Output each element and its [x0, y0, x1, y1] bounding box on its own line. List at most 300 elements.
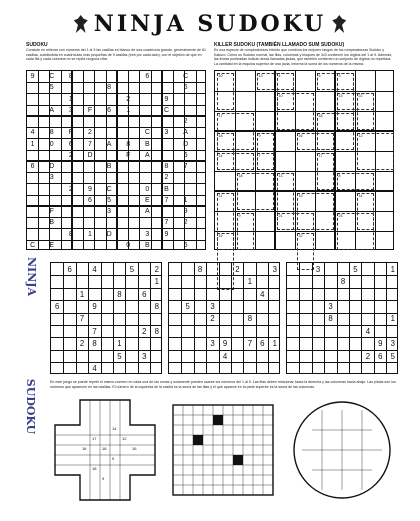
grid-cell[interactable]: 8 [340, 277, 346, 287]
grid-cell[interactable]: 5 [390, 351, 395, 361]
grid-cell[interactable] [299, 363, 311, 375]
grid-cell[interactable] [324, 288, 336, 300]
grid-cell[interactable]: 6 [55, 302, 60, 312]
grid-cell[interactable]: A [145, 151, 150, 159]
grid-cell[interactable] [161, 116, 172, 127]
grid-cell[interactable] [181, 350, 193, 362]
grid-cell[interactable] [362, 275, 374, 287]
grid-cell[interactable] [312, 325, 324, 337]
grid-cell[interactable] [84, 217, 95, 228]
grid-cell[interactable] [324, 363, 336, 375]
grid-cell[interactable] [142, 105, 153, 116]
grid-cell[interactable] [123, 206, 134, 217]
grid-cell[interactable] [387, 300, 399, 312]
grid-cell[interactable]: 6 [67, 264, 72, 274]
grid-cell[interactable] [138, 338, 150, 350]
grid-cell[interactable] [362, 288, 374, 300]
grid-cell[interactable]: 1 [247, 277, 253, 287]
grid-cell[interactable]: 9 [378, 339, 383, 349]
grid-cell[interactable] [269, 313, 281, 325]
grid-cell[interactable]: 2 [365, 351, 371, 361]
grid-cell[interactable] [126, 363, 138, 375]
grid-cell[interactable] [51, 325, 63, 337]
grid-cell[interactable] [231, 275, 243, 287]
grid-cell[interactable] [387, 275, 399, 287]
grid-cell[interactable]: 3 [68, 106, 73, 114]
grid-cell[interactable] [269, 275, 281, 287]
grid-cell[interactable] [231, 325, 243, 337]
grid-cell[interactable] [362, 300, 374, 312]
grid-cell[interactable] [374, 288, 386, 300]
grid-cell[interactable] [104, 240, 115, 251]
grid-cell[interactable] [27, 229, 38, 240]
grid-cell[interactable] [27, 184, 38, 195]
grid-cell[interactable] [27, 150, 38, 161]
grid-cell[interactable]: 6 [260, 339, 265, 349]
grid-cell[interactable] [101, 288, 113, 300]
grid-cell[interactable] [206, 363, 218, 375]
grid-cell[interactable] [161, 139, 172, 150]
grid-cell[interactable] [51, 350, 63, 362]
grid-cell[interactable] [180, 229, 191, 240]
grid-cell[interactable] [180, 105, 191, 116]
grid-cell[interactable]: 0 [126, 241, 131, 249]
grid-cell[interactable] [181, 313, 193, 325]
grid-cell[interactable]: 5 [185, 302, 190, 312]
grid-cell[interactable] [138, 263, 150, 275]
grid-cell[interactable]: 9 [92, 302, 97, 312]
grid-cell[interactable] [181, 338, 193, 350]
grid-cell[interactable] [244, 363, 256, 375]
grid-cell[interactable]: 9 [88, 185, 92, 193]
grid-cell[interactable] [101, 350, 113, 362]
grid-cell[interactable]: A [183, 129, 188, 137]
grid-cell[interactable] [113, 263, 125, 275]
grid-cell[interactable] [219, 275, 231, 287]
grid-cell[interactable]: B [49, 219, 55, 227]
grid-cell[interactable] [65, 161, 76, 172]
grid-cell[interactable] [138, 275, 150, 287]
grid-cell[interactable] [65, 195, 76, 206]
grid-cell[interactable] [324, 350, 336, 362]
grid-cell[interactable] [46, 195, 57, 206]
grid-cell[interactable]: D [183, 140, 189, 148]
grid-cell[interactable] [231, 363, 243, 375]
grid-cell[interactable] [169, 313, 181, 325]
grid-cell[interactable]: 2 [68, 185, 73, 193]
grid-cell[interactable]: F [68, 129, 74, 137]
grid-cell[interactable] [123, 82, 134, 93]
grid-cell[interactable] [324, 338, 336, 350]
grid-cell[interactable] [113, 300, 125, 312]
grid-cell[interactable] [244, 288, 256, 300]
grid-cell[interactable] [63, 325, 75, 337]
grid-cell[interactable]: 3 [328, 302, 333, 312]
grid-cell[interactable] [337, 338, 349, 350]
grid-cell[interactable] [206, 350, 218, 362]
grid-cell[interactable] [180, 184, 191, 195]
grid-cell[interactable] [113, 363, 125, 375]
grid-cell[interactable] [287, 325, 299, 337]
grid-cell[interactable]: 3 [210, 339, 215, 349]
grid-cell[interactable] [46, 116, 57, 127]
grid-cell[interactable] [269, 325, 281, 337]
grid-cell[interactable] [387, 288, 399, 300]
grid-cell[interactable] [194, 350, 206, 362]
grid-cell[interactable] [231, 350, 243, 362]
grid-cell[interactable] [101, 263, 113, 275]
grid-cell[interactable] [194, 363, 206, 375]
grid-cell[interactable] [101, 300, 113, 312]
grid-cell[interactable] [113, 325, 125, 337]
grid-cell[interactable] [123, 184, 134, 195]
grid-cell[interactable] [104, 150, 115, 161]
grid-cell[interactable] [84, 161, 95, 172]
grid-cell[interactable]: 1 [390, 314, 395, 324]
grid-cell[interactable]: 1 [117, 339, 122, 349]
grid-cell[interactable] [76, 263, 88, 275]
grid-cell[interactable] [169, 263, 181, 275]
grid-cell[interactable] [142, 94, 153, 105]
grid-cell[interactable]: 3 [390, 339, 395, 349]
grid-cell[interactable] [27, 172, 38, 183]
grid-cell[interactable] [312, 300, 324, 312]
grid-cell[interactable] [256, 263, 268, 275]
grid-cell[interactable]: 2 [164, 174, 169, 182]
grid-cell[interactable] [46, 184, 57, 195]
grid-cell[interactable] [362, 338, 374, 350]
grid-cell[interactable] [63, 313, 75, 325]
grid-cell[interactable] [181, 288, 193, 300]
grid-cell[interactable]: 3 [210, 302, 215, 312]
grid-cell[interactable] [126, 325, 138, 337]
grid-cell[interactable]: C [163, 106, 170, 114]
grid-cell[interactable] [256, 325, 268, 337]
grid-cell[interactable] [219, 325, 231, 337]
grid-cell[interactable] [126, 350, 138, 362]
grid-cell[interactable] [138, 300, 150, 312]
grid-cell[interactable]: 2 [210, 314, 215, 324]
grid-cell[interactable] [27, 82, 38, 93]
grid-cell[interactable]: D [87, 151, 93, 159]
grid-cell[interactable] [362, 313, 374, 325]
grid-cell[interactable]: 8 [68, 230, 73, 238]
grid-cell[interactable] [126, 313, 138, 325]
grid-cell[interactable] [46, 94, 57, 105]
grid-cell[interactable]: 6 [142, 289, 147, 299]
grid-cell[interactable] [142, 116, 153, 127]
grid-cell[interactable] [287, 288, 299, 300]
grid-cell[interactable] [84, 94, 95, 105]
grid-cell[interactable]: 6 [88, 196, 92, 204]
grid-cell[interactable] [63, 338, 75, 350]
grid-cell[interactable] [299, 263, 311, 275]
grid-cell[interactable] [219, 313, 231, 325]
grid-cell[interactable]: 6 [107, 106, 112, 114]
grid-cell[interactable] [101, 275, 113, 287]
grid-cell[interactable] [299, 325, 311, 337]
grid-cell[interactable] [374, 275, 386, 287]
grid-cell[interactable] [126, 288, 138, 300]
grid-cell[interactable] [194, 313, 206, 325]
grid-cell[interactable] [51, 363, 63, 375]
grid-cell[interactable]: 3 [49, 174, 54, 182]
grid-cell[interactable] [287, 363, 299, 375]
grid-cell[interactable] [337, 325, 349, 337]
grid-cell[interactable] [123, 229, 134, 240]
grid-cell[interactable] [244, 263, 256, 275]
grid-cell[interactable] [324, 275, 336, 287]
grid-cell[interactable] [142, 217, 153, 228]
grid-cell[interactable] [374, 313, 386, 325]
grid-cell[interactable]: 1 [126, 106, 131, 114]
grid-cell[interactable] [287, 263, 299, 275]
grid-cell[interactable] [142, 172, 153, 183]
grid-cell[interactable] [337, 350, 349, 362]
grid-cell[interactable] [104, 71, 115, 82]
grid-cell[interactable] [337, 313, 349, 325]
grid-cell[interactable]: B [145, 140, 150, 148]
grid-cell[interactable] [51, 313, 63, 325]
grid-cell[interactable]: 5 [49, 84, 54, 92]
grid-cell[interactable] [84, 172, 95, 183]
grid-cell[interactable] [256, 363, 268, 375]
grid-cell[interactable] [63, 275, 75, 287]
grid-cell[interactable] [194, 275, 206, 287]
grid-cell[interactable]: 7 [247, 339, 253, 349]
grid-cell[interactable]: 3 [142, 351, 147, 361]
grid-cell[interactable] [337, 300, 349, 312]
grid-cell[interactable] [374, 300, 386, 312]
grid-cell[interactable] [51, 275, 63, 287]
grid-cell[interactable] [65, 206, 76, 217]
grid-cell[interactable]: 8 [154, 326, 159, 336]
grid-cell[interactable] [181, 263, 193, 275]
grid-cell[interactable]: E [49, 241, 55, 249]
grid-cell[interactable] [374, 263, 386, 275]
grid-cell[interactable] [169, 363, 181, 375]
grid-cell[interactable] [349, 338, 361, 350]
grid-cell[interactable] [256, 313, 268, 325]
grid-cell[interactable]: C [106, 185, 112, 193]
grid-cell[interactable] [362, 263, 374, 275]
grid-cell[interactable]: 2 [79, 339, 85, 349]
grid-cell[interactable]: 8 [107, 84, 112, 92]
grid-cell[interactable]: F [126, 151, 131, 159]
grid-cell[interactable]: 8 [49, 129, 54, 137]
grid-cell[interactable] [299, 300, 311, 312]
grid-cell[interactable] [76, 275, 88, 287]
grid-cell[interactable]: 4 [222, 351, 228, 361]
grid-cell[interactable]: B [106, 163, 112, 171]
grid-cell[interactable] [126, 300, 138, 312]
grid-cell[interactable] [138, 363, 150, 375]
grid-cell[interactable]: 2 [183, 219, 188, 227]
grid-cell[interactable] [104, 94, 115, 105]
grid-cell[interactable]: 6 [30, 163, 35, 171]
grid-cell[interactable]: 8 [328, 314, 333, 324]
grid-cell[interactable] [76, 325, 88, 337]
grid-cell[interactable] [151, 338, 163, 350]
grid-cell[interactable] [324, 263, 336, 275]
grid-cell[interactable] [194, 325, 206, 337]
grid-cell[interactable] [123, 116, 134, 127]
grid-cell[interactable] [84, 240, 95, 251]
grid-cell[interactable] [151, 288, 163, 300]
grid-cell[interactable] [206, 325, 218, 337]
grid-cell[interactable] [219, 300, 231, 312]
grid-cell[interactable]: 1 [272, 339, 277, 349]
grid-cell[interactable]: D [49, 163, 55, 171]
grid-cell[interactable] [349, 363, 361, 375]
grid-cell[interactable]: 1 [68, 95, 73, 103]
grid-cell[interactable]: 7 [92, 326, 97, 336]
grid-cell[interactable] [169, 325, 181, 337]
grid-cell[interactable] [27, 195, 38, 206]
grid-cell[interactable] [231, 338, 243, 350]
grid-cell[interactable]: 9 [222, 339, 228, 349]
grid-cell[interactable]: 5 [107, 196, 112, 204]
grid-cell[interactable] [46, 229, 57, 240]
grid-cell[interactable]: 7 [164, 196, 169, 204]
grid-cell[interactable] [76, 300, 88, 312]
grid-cell[interactable]: 6 [183, 151, 188, 159]
grid-cell[interactable] [312, 313, 324, 325]
grid-cell[interactable]: 1 [30, 140, 35, 148]
grid-cell[interactable]: 4 [92, 364, 97, 374]
grid-cell[interactable]: 8 [126, 140, 131, 148]
grid-cell[interactable] [101, 325, 113, 337]
grid-cell[interactable] [349, 275, 361, 287]
grid-cell[interactable] [256, 300, 268, 312]
grid-cell[interactable] [65, 116, 76, 127]
grid-cell[interactable] [287, 313, 299, 325]
grid-cell[interactable]: 9 [164, 230, 169, 238]
grid-cell[interactable] [349, 350, 361, 362]
grid-cell[interactable]: 2 [142, 326, 147, 336]
grid-cell[interactable] [161, 71, 172, 82]
grid-cell[interactable] [269, 288, 281, 300]
grid-cell[interactable] [63, 363, 75, 375]
grid-cell[interactable] [142, 161, 153, 172]
grid-cell[interactable] [362, 363, 374, 375]
grid-cell[interactable]: 6 [378, 351, 383, 361]
grid-cell[interactable] [287, 275, 299, 287]
grid-cell[interactable]: 0 [145, 185, 150, 193]
grid-cell[interactable]: A [106, 140, 112, 148]
grid-cell[interactable]: 8 [68, 73, 73, 81]
grid-cell[interactable]: 7 [183, 163, 188, 171]
grid-cell[interactable]: 3 [164, 129, 169, 137]
grid-cell[interactable]: 6 [183, 241, 188, 249]
grid-cell[interactable] [374, 325, 386, 337]
grid-cell[interactable] [51, 263, 63, 275]
grid-cell[interactable] [65, 82, 76, 93]
grid-cell[interactable] [299, 338, 311, 350]
grid-cell[interactable] [138, 313, 150, 325]
grid-cell[interactable] [269, 350, 281, 362]
grid-cell[interactable] [219, 288, 231, 300]
grid-cell[interactable]: 4 [30, 129, 35, 137]
grid-cell[interactable] [287, 338, 299, 350]
grid-cell[interactable]: 8 [92, 339, 97, 349]
grid-cell[interactable]: F [49, 208, 54, 216]
grid-cell[interactable]: 7 [79, 314, 85, 324]
grid-cell[interactable]: 1 [183, 196, 188, 204]
grid-cell[interactable]: 2 [126, 95, 131, 103]
grid-cell[interactable]: 7 [88, 140, 92, 148]
grid-cell[interactable] [101, 338, 113, 350]
grid-cell[interactable]: 8 [197, 264, 203, 274]
grid-cell[interactable] [88, 350, 100, 362]
grid-cell[interactable]: 3 [145, 230, 150, 238]
grid-cell[interactable] [181, 363, 193, 375]
grid-cell[interactable]: 4 [365, 326, 371, 336]
grid-cell[interactable] [123, 127, 134, 138]
grid-cell[interactable]: 8 [164, 163, 169, 171]
grid-cell[interactable] [181, 325, 193, 337]
grid-cell[interactable] [104, 116, 115, 127]
grid-cell[interactable] [299, 288, 311, 300]
grid-cell[interactable] [180, 172, 191, 183]
grid-cell[interactable] [349, 288, 361, 300]
grid-cell[interactable] [123, 172, 134, 183]
grid-cell[interactable] [206, 288, 218, 300]
grid-cell[interactable] [101, 363, 113, 375]
grid-cell[interactable] [151, 363, 163, 375]
grid-cell[interactable] [219, 263, 231, 275]
grid-cell[interactable]: 2 [235, 264, 240, 274]
grid-cell[interactable] [337, 288, 349, 300]
grid-cell[interactable] [312, 288, 324, 300]
grid-cell[interactable]: 7 [164, 219, 169, 227]
grid-cell[interactable] [76, 363, 88, 375]
grid-cell[interactable] [126, 338, 138, 350]
grid-cell[interactable]: 5 [353, 264, 358, 274]
grid-cell[interactable]: 4 [260, 289, 265, 299]
grid-cell[interactable] [269, 363, 281, 375]
grid-cell[interactable] [161, 240, 172, 251]
grid-cell[interactable] [123, 217, 134, 228]
grid-cell[interactable]: 5 [117, 351, 122, 361]
grid-cell[interactable] [84, 71, 95, 82]
grid-cell[interactable]: 9 [30, 73, 35, 81]
grid-cell[interactable] [151, 350, 163, 362]
grid-cell[interactable] [88, 313, 100, 325]
grid-cell[interactable]: 3 [315, 264, 321, 274]
grid-cell[interactable] [269, 300, 281, 312]
grid-cell[interactable] [113, 275, 125, 287]
grid-cell[interactable] [65, 240, 76, 251]
grid-cell[interactable] [101, 313, 113, 325]
grid-cell[interactable] [349, 325, 361, 337]
grid-cell[interactable] [387, 363, 399, 375]
grid-cell[interactable]: 8 [154, 302, 159, 312]
grid-cell[interactable] [299, 313, 311, 325]
grid-cell[interactable] [169, 288, 181, 300]
grid-cell[interactable] [244, 350, 256, 362]
grid-cell[interactable] [349, 313, 361, 325]
grid-cell[interactable] [287, 350, 299, 362]
grid-cell[interactable] [244, 325, 256, 337]
grid-cell[interactable]: 1 [390, 264, 395, 274]
grid-cell[interactable] [27, 206, 38, 217]
grid-cell[interactable] [88, 275, 100, 287]
grid-cell[interactable]: 3 [107, 208, 112, 216]
grid-cell[interactable] [256, 275, 268, 287]
grid-cell[interactable] [27, 217, 38, 228]
grid-cell[interactable] [123, 71, 134, 82]
